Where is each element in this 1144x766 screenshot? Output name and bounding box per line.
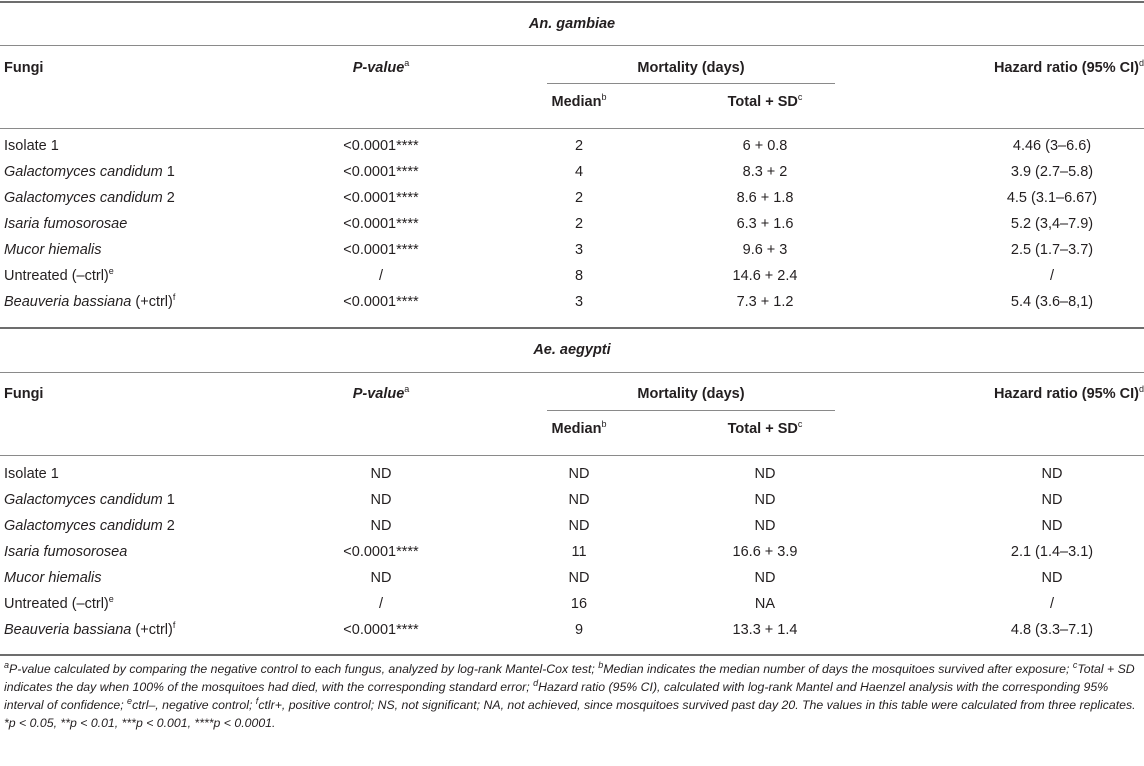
- mortality-underline: [547, 410, 835, 411]
- cell-fungi: Isaria fumosorosea: [4, 544, 128, 560]
- header-total: Total + $SD^c$: [727, 92, 803, 110]
- section-rule: [0, 45, 1144, 46]
- cell-fungi: Galactomyces candidum 2: [4, 518, 175, 534]
- cell-p-value: /: [378, 268, 384, 284]
- cell-hazard: 4.46 (3–6.6): [1012, 138, 1092, 154]
- cell-median: ND: [568, 518, 590, 534]
- cell-hazard: ND: [1041, 466, 1063, 482]
- cell-hazard: 5.4 (3.6–8,1): [1010, 294, 1094, 310]
- header-mortality: Mortality (days): [637, 60, 745, 76]
- header-hazard: Hazard ratio (95% CI)$^d$: [993, 384, 1144, 402]
- cell-hazard: /: [1049, 268, 1055, 284]
- cell-median: 11: [571, 544, 587, 560]
- section-rule: [0, 372, 1144, 373]
- cell-fungi: Isaria fumosorosae: [4, 216, 128, 232]
- header-p-value: P-value$^a$: [352, 384, 410, 402]
- cell-p-value: /: [378, 596, 384, 612]
- cell-hazard: 5.2 (3,4–7.9): [1010, 216, 1094, 232]
- cell-p-value: ND: [370, 492, 392, 508]
- cell-total: 7.3 + 1.2: [736, 294, 794, 310]
- section-title-gambiae: An. gambiae: [528, 16, 616, 32]
- header-median: Median$^b$: [551, 92, 607, 110]
- header-p-value: P-value$^a$: [352, 58, 410, 76]
- footnote-paragraph: $^a$P-value calculated by comparing the negative control to each fungus, analyzed by log-rank Mantel-Cox test; $^b$Median indicates the median number of days the mosquitoes survived after exposure; $^c$Total + SD indicates the day when 100% of the mosquitoes had died, with the corresponding standard error; $^d$Hazard ratio (95% CI), calculated with log-rank Mantel and Haenzel analysis with the corresponding 95% interval of confidence; $^e$ctrl–, negative control; $^f$ctlr+, positive control; NS, not significant; NA, not achieved, since mosquitoes survived past day 20. The values in this table were calculated from three replicates.: [4, 659, 1136, 712]
- cell-fungi: Untreated (–ctrl)$^e$: [4, 266, 114, 284]
- footnote-e: ctrl–, negative control;: [132, 698, 253, 712]
- cell-hazard: ND: [1041, 492, 1063, 508]
- cell-hazard: ND: [1041, 570, 1063, 586]
- header-hazard: Hazard ratio (95% CI)$^d$: [993, 58, 1144, 76]
- cell-median: 3: [574, 242, 584, 258]
- header-rule: [0, 455, 1144, 456]
- cell-total: 14.6 + 2.4: [732, 268, 798, 284]
- footnote-d: Hazard ratio (95% CI), calculated with log-rank Mantel and Haenzel analysis with the corresponding 95% interval of confidence;: [4, 680, 1109, 712]
- footnote-c: Total + SD indicates the day when 100% of the mosquitoes had died, with the corresponding standard error;: [4, 662, 1135, 694]
- cell-hazard: 4.8 (3.3–7.1): [1010, 622, 1094, 638]
- table-top-rule: [0, 1, 1144, 3]
- cell-total: 13.3 + 1.4: [732, 622, 798, 638]
- cell-total: 8.6 + 1.8: [736, 190, 794, 206]
- cell-median: 16: [570, 596, 588, 612]
- cell-p-value: ND: [370, 466, 392, 482]
- cell-hazard: /: [1049, 596, 1055, 612]
- cell-p-value: <0.0001****: [343, 294, 419, 310]
- cell-fungi: Mucor hiemalis: [4, 242, 102, 258]
- cell-p-value: <0.0001****: [343, 164, 419, 180]
- cell-median: ND: [568, 570, 590, 586]
- cell-total: 6 + 0.8: [742, 138, 788, 154]
- cell-median: 2: [574, 216, 584, 232]
- cell-total: 6.3 + 1.6: [736, 216, 794, 232]
- cell-hazard: 2.5 (1.7–3.7): [1010, 242, 1094, 258]
- cell-total: NA: [754, 596, 776, 612]
- footnote-f: ctlr+, positive control; NS, not significant; NA, not achieved, since mosquitoes survived past day 20. The values in this table were calculated from three replicates.: [258, 698, 1136, 712]
- cell-hazard: ND: [1041, 518, 1063, 534]
- header-total: Total + $SD^c$: [727, 419, 803, 437]
- cell-median: 9: [574, 622, 584, 638]
- cell-fungi: Galactomyces candidum 1: [4, 164, 175, 180]
- cell-fungi: Isolate 1: [4, 138, 59, 154]
- cell-p-value: <0.0001****: [343, 544, 419, 560]
- cell-fungi: Untreated (–ctrl)$^e$: [4, 594, 114, 612]
- mortality-underline: [547, 83, 835, 84]
- cell-p-value: <0.0001****: [343, 242, 419, 258]
- cell-median: 8: [574, 268, 584, 284]
- cell-fungi: Mucor hiemalis: [4, 570, 102, 586]
- table-footnotes: [4, 660, 1140, 732]
- header-fungi: Fungi: [4, 60, 44, 76]
- cell-p-value: <0.0001****: [343, 216, 419, 232]
- footnote-b: Median indicates the median number of days the mosquitoes survived after exposure;: [603, 662, 1070, 676]
- cell-fungi: Galactomyces candidum 1: [4, 492, 175, 508]
- cell-fungi: Isolate 1: [4, 466, 59, 482]
- cell-p-value: <0.0001****: [343, 190, 419, 206]
- cell-fungi: Beauveria bassiana (+ctrl)$^f$: [4, 620, 176, 638]
- cell-fungi: Beauveria bassiana (+ctrl)$^f$: [4, 292, 176, 310]
- significance-note: *p < 0.05, **p < 0.01, ***p < 0.001, ****p < 0.0001.: [4, 716, 276, 730]
- cell-p-value: ND: [370, 570, 392, 586]
- cell-total: ND: [754, 518, 776, 534]
- cell-p-value: <0.0001****: [343, 138, 419, 154]
- table-bottom-rule: [0, 654, 1144, 656]
- section-title-aegypti: Ae. aegypti: [533, 342, 611, 358]
- cell-median: 2: [574, 190, 584, 206]
- cell-total: ND: [754, 466, 776, 482]
- footnote-a: P-value calculated by comparing the negative control to each fungus, analyzed by log-rank Mantel-Cox test;: [9, 662, 595, 676]
- cell-total: 8.3 + 2: [742, 164, 788, 180]
- cell-median: ND: [568, 466, 590, 482]
- cell-total: ND: [754, 570, 776, 586]
- header-median: Median$^b$: [551, 419, 607, 437]
- cell-total: 16.6 + 3.9: [732, 544, 798, 560]
- header-mortality: Mortality (days): [637, 386, 745, 402]
- cell-median: 4: [574, 164, 584, 180]
- cell-median: 2: [574, 138, 584, 154]
- cell-hazard: 4.5 (3.1–6.67): [1006, 190, 1098, 206]
- cell-median: ND: [568, 492, 590, 508]
- cell-total: 9.6 + 3: [742, 242, 788, 258]
- cell-hazard: 2.1 (1.4–3.1): [1010, 544, 1094, 560]
- cell-p-value: ND: [370, 518, 392, 534]
- cell-hazard: 3.9 (2.7–5.8): [1010, 164, 1094, 180]
- header-rule: [0, 128, 1144, 129]
- cell-p-value: <0.0001****: [343, 622, 419, 638]
- cell-fungi: Galactomyces candidum 2: [4, 190, 175, 206]
- cell-median: 3: [574, 294, 584, 310]
- cell-total: ND: [754, 492, 776, 508]
- header-fungi: Fungi: [4, 386, 44, 402]
- section-divider: [0, 327, 1144, 329]
